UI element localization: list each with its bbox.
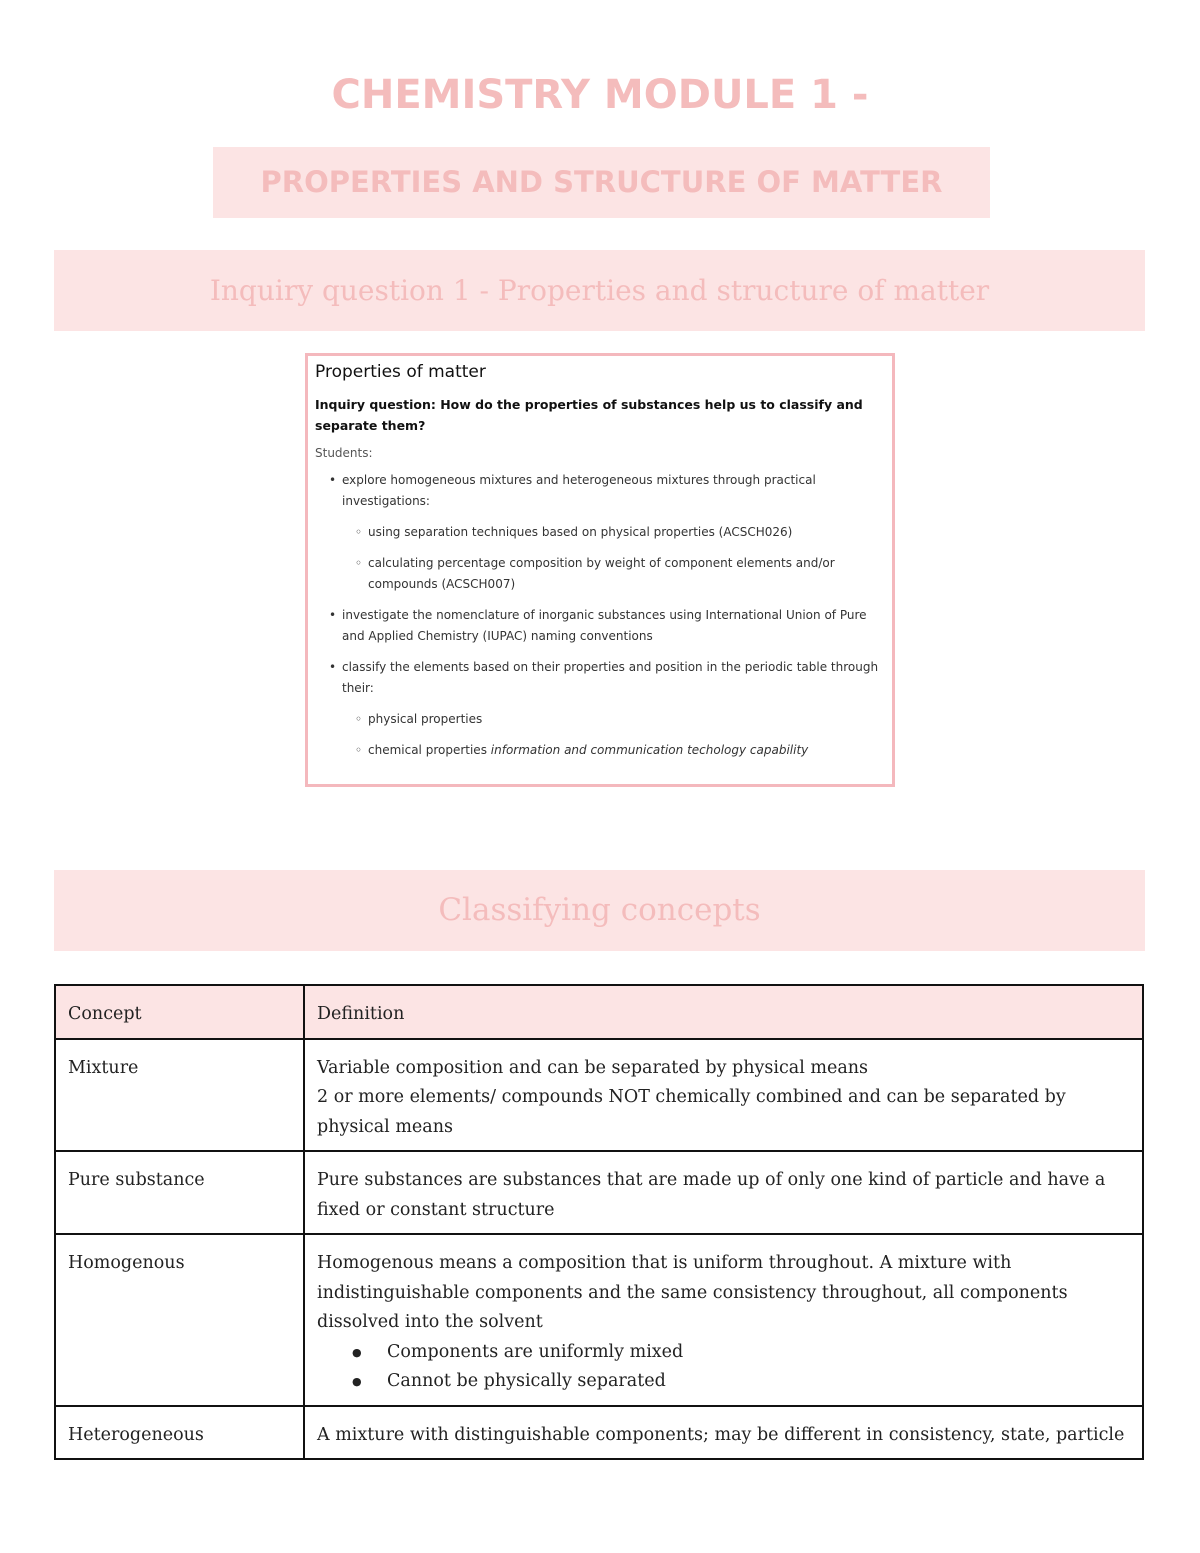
syllabus-subitem: ◦ physical properties bbox=[315, 709, 892, 730]
definition-cell bbox=[304, 1406, 1143, 1460]
classifying-concepts-heading: Classifying concepts bbox=[54, 870, 1145, 951]
inquiry-question-heading: Inquiry question 1 - Properties and structure of matter bbox=[54, 250, 1145, 331]
table-header-row bbox=[55, 985, 1143, 1039]
definition-bullet-list bbox=[317, 1338, 1130, 1397]
definition-bullet: ● Components are uniformly mixed bbox=[387, 1338, 1130, 1368]
concept-cell: Homogenous bbox=[55, 1234, 304, 1406]
column-header-definition: Definition bbox=[304, 985, 1143, 1039]
document-title: CHEMISTRY MODULE 1 - bbox=[331, 72, 869, 118]
ict-capability-note: information and communication techology capability bbox=[490, 743, 809, 757]
definition-bullet: ● Cannot be physically separated bbox=[387, 1367, 1130, 1397]
definition-line: A mixture with distinguishable components; may be different in consistency, state, particle bbox=[317, 1424, 1125, 1445]
table-row bbox=[55, 1406, 1143, 1460]
syllabus-list bbox=[315, 470, 892, 761]
document-subtitle: PROPERTIES AND STRUCTURE OF MATTER bbox=[213, 147, 990, 218]
table-row bbox=[55, 1234, 1143, 1406]
syllabus-students-label: Students: bbox=[315, 446, 373, 460]
syllabus-item: • classify the elements based on their properties and position in the periodic table through their: bbox=[315, 657, 892, 699]
syllabus-heading: Properties of matter bbox=[315, 362, 486, 382]
syllabus-item: • explore homogeneous mixtures and heterogeneous mixtures through practical investigations: bbox=[315, 470, 892, 512]
syllabus-subitem-text: chemical properties bbox=[368, 743, 487, 757]
definition-line: Variable composition and can be separated by physical means bbox=[317, 1057, 869, 1078]
definition-cell bbox=[304, 1234, 1143, 1406]
concepts-table bbox=[54, 984, 1144, 1460]
definition-line: Pure substances are substances that are made up of only one kind of particle and have a fixed or constant structure bbox=[317, 1170, 1106, 1220]
definition-line: 2 or more elements/ compounds NOT chemically combined and can be separated by physical means bbox=[317, 1087, 1066, 1137]
syllabus-excerpt-image bbox=[305, 353, 895, 787]
concept-cell: Mixture bbox=[55, 1039, 304, 1152]
definition-line: Homogenous means a composition that is uniform throughout. A mixture with indistinguishable components and the same consistency throughout, all components dissolved into the solvent bbox=[317, 1253, 1068, 1332]
definition-cell bbox=[304, 1039, 1143, 1152]
syllabus-subitem bbox=[315, 740, 892, 761]
table-row bbox=[55, 1039, 1143, 1152]
syllabus-subitem: ◦ calculating percentage composition by weight of component elements and/or compounds (ACSCH007) bbox=[315, 553, 892, 595]
concept-cell: Pure substance bbox=[55, 1151, 304, 1234]
definition-cell bbox=[304, 1151, 1143, 1234]
table-row bbox=[55, 1151, 1143, 1234]
syllabus-inquiry-question: Inquiry question: How do the properties of substances help us to classify and separate them? bbox=[315, 397, 863, 433]
syllabus-item: • investigate the nomenclature of inorganic substances using International Union of Pure and Applied Chemistry (IUPAC) naming conventions bbox=[315, 605, 892, 647]
column-header-concept: Concept bbox=[55, 985, 304, 1039]
concept-cell: Heterogeneous bbox=[55, 1406, 304, 1460]
syllabus-subitem: ◦ using separation techniques based on physical properties (ACSCH026) bbox=[315, 522, 892, 543]
